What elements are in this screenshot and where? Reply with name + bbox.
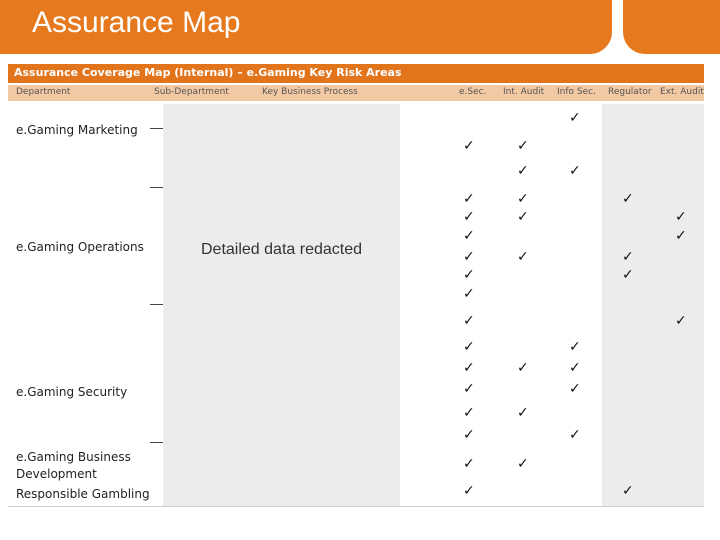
dept-business-development: e.Gaming Business Development [16, 450, 131, 481]
regulator-ext-audit-shaded-column [602, 104, 704, 506]
header-sub-department: Sub-Department [154, 87, 229, 97]
check-mark: ✓ [517, 138, 529, 154]
header-info-sec: Info Sec. [557, 87, 596, 97]
check-mark: ✓ [569, 427, 581, 443]
check-mark: ✓ [463, 405, 475, 421]
table-title: Assurance Coverage Map (Internal) – e.Gaming Key Risk Areas [14, 66, 402, 79]
check-mark: ✓ [463, 381, 475, 397]
row-divider [150, 304, 163, 305]
header-ext-audit: Ext. Audit [660, 87, 704, 97]
check-mark: ✓ [517, 191, 529, 207]
check-mark: ✓ [517, 209, 529, 225]
check-mark: ✓ [675, 313, 687, 329]
check-mark: ✓ [517, 405, 529, 421]
table-bottom-border [8, 506, 704, 507]
check-mark: ✓ [517, 360, 529, 376]
check-mark: ✓ [569, 381, 581, 397]
check-mark: ✓ [569, 110, 581, 126]
check-mark: ✓ [517, 456, 529, 472]
row-divider [150, 187, 163, 188]
check-mark: ✓ [622, 483, 634, 499]
check-mark: ✓ [622, 191, 634, 207]
slide-title: Assurance Map [32, 6, 241, 39]
redacted-area [163, 104, 400, 506]
table-header-row [8, 85, 704, 101]
check-mark: ✓ [463, 339, 475, 355]
redacted-note: Detailed data redacted [201, 241, 362, 258]
check-mark: ✓ [463, 313, 475, 329]
check-mark: ✓ [463, 209, 475, 225]
dept-operations: e.Gaming Operations [16, 240, 144, 254]
check-mark: ✓ [463, 191, 475, 207]
check-mark: ✓ [463, 427, 475, 443]
dept-responsible-gambling: Responsible Gambling [16, 487, 150, 501]
check-mark: ✓ [517, 249, 529, 265]
check-mark: ✓ [463, 456, 475, 472]
check-mark: ✓ [463, 249, 475, 265]
row-divider [150, 128, 163, 129]
check-mark: ✓ [463, 286, 475, 302]
check-mark: ✓ [675, 209, 687, 225]
check-mark: ✓ [675, 228, 687, 244]
header-int-audit: Int. Audit [503, 87, 545, 97]
dept-security: e.Gaming Security [16, 385, 128, 399]
header-esec: e.Sec. [459, 87, 487, 97]
check-mark: ✓ [463, 267, 475, 283]
check-mark: ✓ [463, 360, 475, 376]
dept-marketing: e.Gaming Marketing [16, 123, 138, 137]
header-department: Department [16, 87, 71, 97]
check-mark: ✓ [622, 249, 634, 265]
check-mark: ✓ [622, 267, 634, 283]
check-mark: ✓ [463, 483, 475, 499]
check-mark: ✓ [569, 360, 581, 376]
header-regulator: Regulator [608, 87, 652, 97]
check-mark: ✓ [517, 163, 529, 179]
check-mark: ✓ [463, 138, 475, 154]
row-divider [150, 442, 163, 443]
table-title-bar [8, 64, 704, 83]
title-banner [0, 0, 612, 54]
check-mark: ✓ [569, 339, 581, 355]
check-mark: ✓ [569, 163, 581, 179]
banner-corner-box [623, 0, 720, 54]
header-key-business-process: Key Business Process [262, 87, 358, 97]
check-mark: ✓ [463, 228, 475, 244]
